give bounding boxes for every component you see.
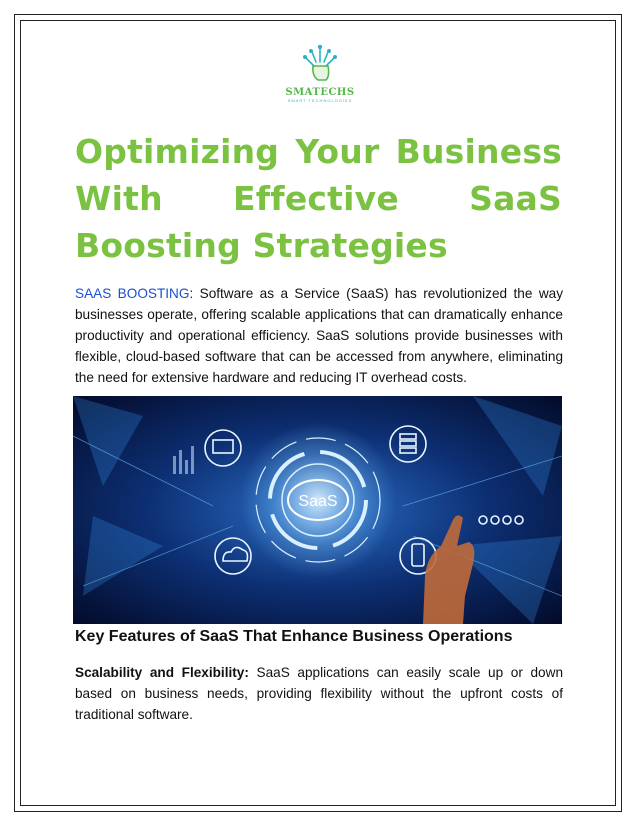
saas-center-label: SaaS xyxy=(298,493,338,510)
intro-text: : Software as a Service (SaaS) has revolutionized the way businesses operate, offering scalable applications that can dramatically enhance productivity and operational efficiency. SaaS solutions provide businesses with flexible, cloud-based software that can be accessed from anywhere, eliminating the need for extensive hardware and reducing IT overhead costs. xyxy=(75,286,563,385)
saas-hero-image xyxy=(73,396,562,624)
company-logo xyxy=(270,42,370,103)
intro-paragraph xyxy=(75,283,563,388)
logo-name: SMATECHS xyxy=(285,87,355,98)
page-title: Optimizing Your Business With Effective SaaS Boosting Strategies xyxy=(75,132,562,265)
feature-paragraph xyxy=(75,662,563,725)
feature-title: Scalability and Flexibility: xyxy=(75,665,249,680)
logo-tagline: SMART TECHNOLOGIES xyxy=(287,98,353,103)
circuit-hand-icon xyxy=(300,42,340,84)
intro-lead-link[interactable]: SAAS BOOSTING xyxy=(75,286,190,301)
feature-text: SaaS applications can easily scale up or down based on business needs, providing flexibility without the upfront costs of traditional software. xyxy=(75,665,563,722)
section-heading: Key Features of SaaS That Enhance Business Operations xyxy=(75,628,513,645)
